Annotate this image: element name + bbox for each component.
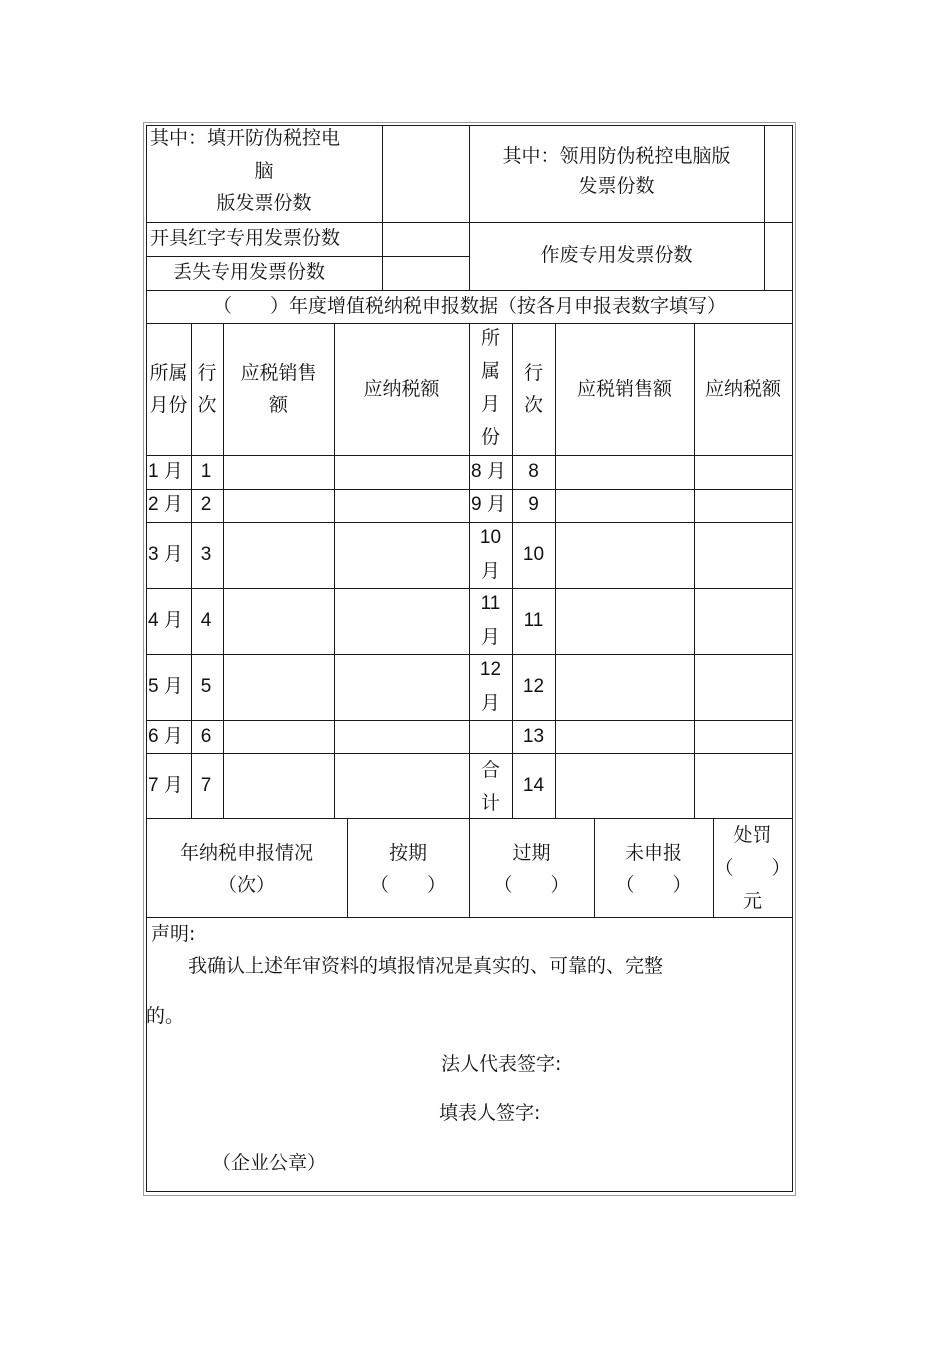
row-number-cell: 10 (522, 544, 545, 565)
header-sales-2: 额 (268, 394, 288, 416)
filing-unfiled-count: （ ） (615, 874, 692, 896)
anti-fake-issued-label-2: 脑 (254, 160, 274, 182)
row-number-cell: 5 (200, 676, 212, 697)
row-number-cell: 13 (522, 726, 545, 747)
header-right-month-4: 份 (480, 426, 500, 448)
month-cell: 月 (480, 560, 500, 582)
red-special-invoice-label: 开具红字专用发票份数 (150, 227, 341, 249)
row-number-cell: 14 (522, 775, 545, 796)
row-number-cell: 2 (200, 494, 212, 515)
header-row-2: 次 (197, 394, 217, 416)
filing-unfiled-label: 未申报 (624, 842, 682, 864)
company-seal-label: （企业公章） (212, 1152, 327, 1174)
header-month-1: 所属 (149, 362, 188, 384)
header-tax: 应纳税额 (363, 378, 440, 400)
row-number-cell: 3 (200, 544, 212, 565)
month-cell: 3 月 (148, 544, 183, 565)
month-cell: 9 月 (471, 494, 506, 515)
penalty-amount: （ ） (714, 857, 791, 879)
row-number-cell: 4 (200, 610, 212, 631)
month-cell: 7 月 (148, 775, 183, 796)
month-cell: 5 月 (148, 676, 183, 697)
filler-signature-label: 填表人签字: (439, 1102, 541, 1124)
penalty-unit: 元 (742, 890, 762, 912)
header-right-row-2: 次 (523, 394, 543, 416)
annual-data-title: （ ）年度增值税纳税申报数据（按各月申报表数字填写） (212, 295, 726, 317)
void-special-invoice-label: 作废专用发票份数 (540, 244, 693, 266)
filing-status-label: 年纳税申报情况 (179, 842, 313, 864)
header-month-2: 月份 (149, 394, 188, 416)
row-number-cell: 12 (522, 676, 545, 697)
month-cell: 月 (480, 692, 500, 714)
header-right-row-1: 行 (523, 362, 543, 384)
row-number-cell: 7 (200, 775, 212, 796)
month-cell: 2 月 (148, 494, 183, 515)
anti-fake-issued-label-1: 其中：填开防伪税控电 (150, 127, 341, 149)
filing-overdue-label: 过期 (512, 842, 551, 864)
anti-fake-received-label-1: 其中：领用防伪税控电脑版 (502, 145, 731, 167)
total-label: 合 (480, 759, 500, 781)
declaration-title: 声明: (151, 923, 196, 945)
filing-ontime-label: 按期 (388, 842, 427, 864)
row-number-cell: 1 (200, 461, 212, 482)
declaration-text-2: 的。 (146, 1005, 185, 1027)
anti-fake-received-label-2: 发票份数 (578, 175, 655, 197)
filing-ontime-count: （ ） (369, 874, 446, 896)
month-cell: 10 (479, 527, 502, 548)
header-right-month-3: 月 (480, 393, 500, 415)
row-number-cell: 9 (528, 494, 539, 515)
filing-status-unit: （次） (217, 874, 275, 896)
month-cell: 11 (480, 593, 501, 614)
total-label: 计 (480, 792, 500, 814)
month-cell: 12 (479, 659, 502, 680)
header-sales-1: 应税销售 (240, 362, 317, 384)
month-cell: 1 月 (148, 461, 183, 482)
month-cell: 6 月 (148, 726, 183, 747)
header-row-1: 行 (197, 362, 217, 384)
penalty-label: 处罚 (733, 824, 772, 846)
lost-special-invoice-label: 丢失专用发票份数 (173, 261, 326, 283)
header-right-month-2: 属 (480, 360, 500, 382)
month-cell: 4 月 (148, 610, 183, 631)
row-number-cell: 11 (523, 610, 544, 631)
month-cell: 8 月 (471, 461, 506, 482)
header-right-tax: 应纳税额 (704, 378, 781, 400)
header-right-sales: 应税销售额 (576, 378, 672, 400)
row-number-cell: 8 (528, 461, 539, 482)
row-number-cell: 6 (200, 726, 212, 747)
header-right-month-1: 所 (480, 327, 500, 349)
anti-fake-issued-label-3: 版发票份数 (216, 192, 312, 214)
filing-overdue-count: （ ） (493, 874, 570, 896)
month-cell: 月 (480, 626, 500, 648)
declaration-text-1: 我确认上述年审资料的填报情况是真实的、可靠的、完整 (188, 955, 664, 977)
legal-rep-signature-label: 法人代表签字: (441, 1053, 562, 1075)
